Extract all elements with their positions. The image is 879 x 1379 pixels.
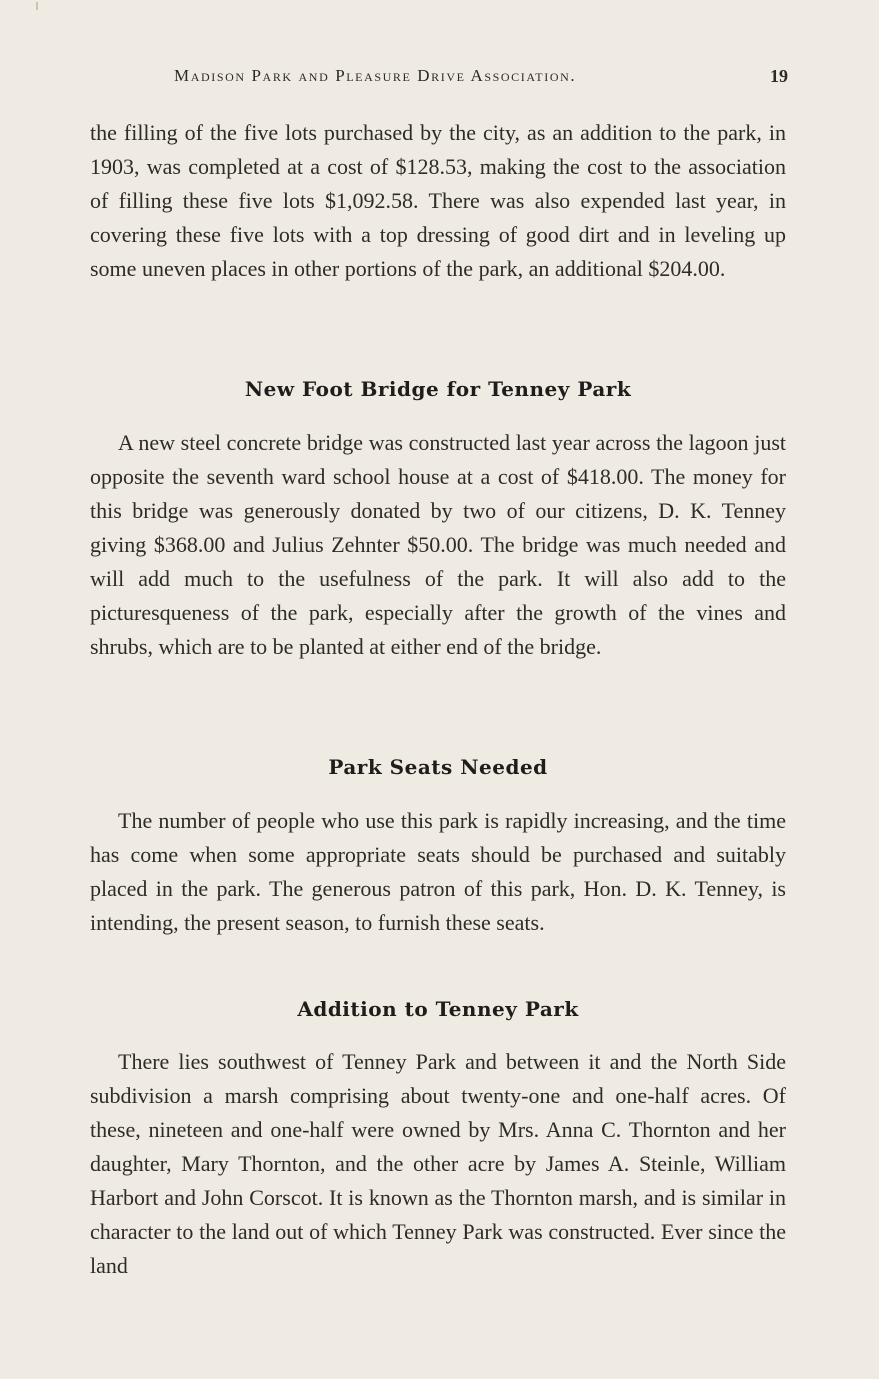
paragraph-4 xyxy=(90,1045,786,1283)
heading-park-seats-needed: Park Seats Needed xyxy=(328,755,548,779)
paragraph-2-text: A new steel concrete bridge was constructed last year across the lagoon just opposite the seventh ward school house at a cost of $418.00. The money for this bridge was generously donated by two of our citizens, D. K. Tenney giving $368.00 and Julius Zehnter $50.00. The bridge was much needed and will add much to the usefulness of the park. It will also add to the picturesqueness of the park, especially after the growth of the vines and shrubs, which are to be planted at either end of the bridge. xyxy=(90,430,786,659)
scan-speck xyxy=(36,2,38,10)
paragraph-1 xyxy=(90,116,786,286)
running-header xyxy=(90,66,790,94)
paragraph-2 xyxy=(90,426,786,664)
running-title: Madison Park and Pleasure Drive Association. xyxy=(174,66,577,85)
heading-addition-to-tenney-park: Addition to Tenney Park xyxy=(297,997,579,1021)
paragraph-4-text: There lies southwest of Tenney Park and between it and the North Side subdivision a marsh comprising about twenty-one and one-half acres. Of these, nineteen and one-half were owned by Mrs. Anna C. Thornton and her daughter, Mary Thornton, and the other acre by James A. Steinle, William Harbort and John Corscot. It is known as the Thornton marsh, and is similar in character to the land out of which Tenney Park was constructed. Ever since the land xyxy=(90,1049,786,1278)
paragraph-1-text: the filling of the five lots purchased by the city, as an addition to the park, in 1903, was completed at a cost of $128.53, making the cost to the association of filling these five lots $1,092.58. There was also expended last year, in covering these five lots with a top dressing of good dirt and in leveling up some uneven places in other portions of the park, an additional $204.00. xyxy=(90,120,786,281)
paragraph-3 xyxy=(90,804,786,940)
paragraph-3-text: The number of people who use this park is rapidly increasing, and the time has come when some appropriate seats should be purchased and suitably placed in the park. The generous patron of this park, Hon. D. K. Tenney, is intending, the present season, to furnish these seats. xyxy=(90,808,786,935)
page-number: 19 xyxy=(770,66,788,86)
heading-new-foot-bridge: New Foot Bridge for Tenney Park xyxy=(244,377,632,401)
